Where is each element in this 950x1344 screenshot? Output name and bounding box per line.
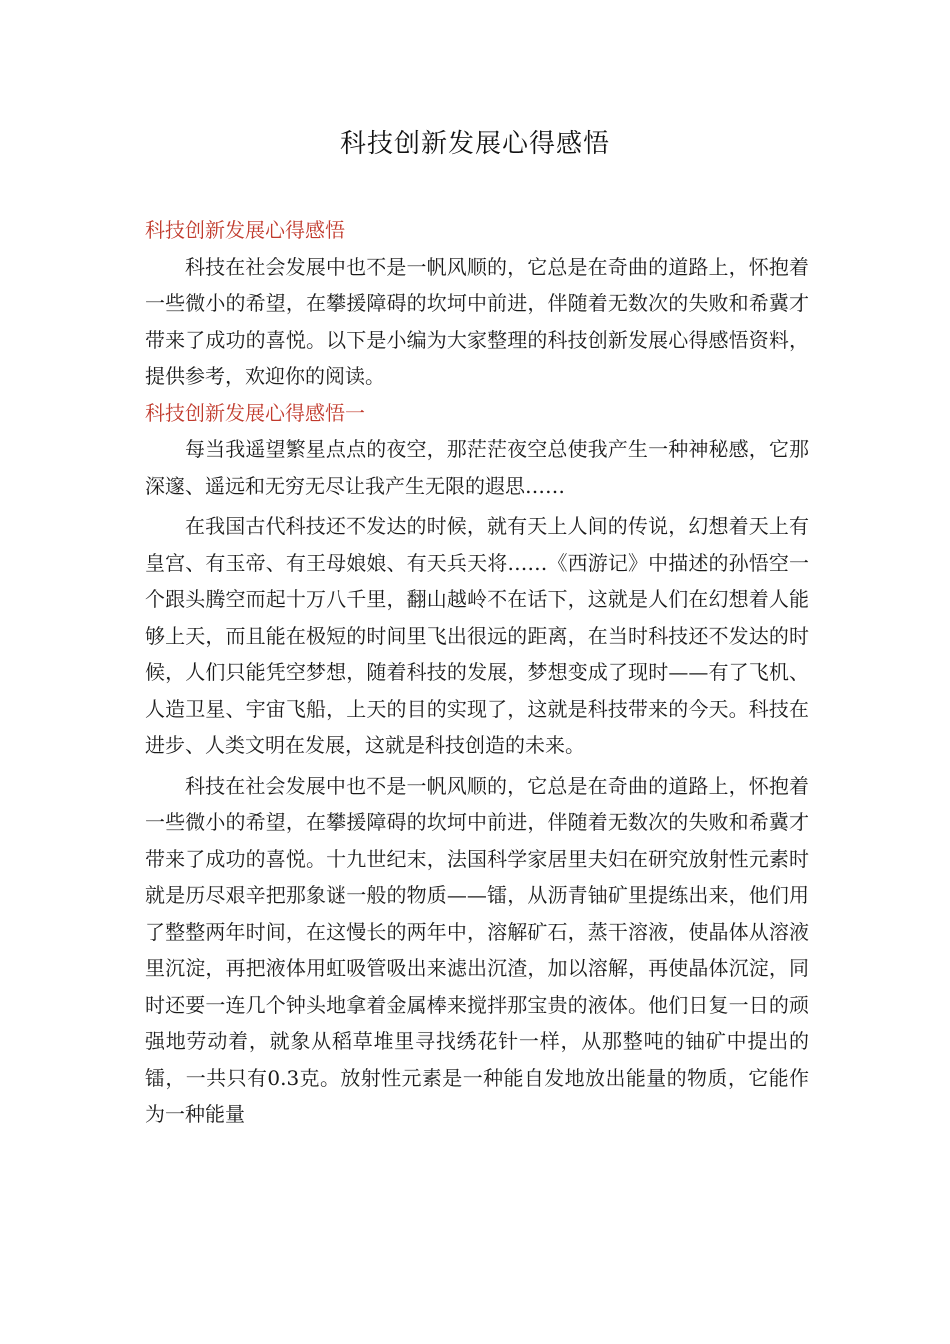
body-paragraph: 在我国古代科技还不发达的时候，就有天上人间的传说，幻想着天上有皇宫、有玉帝、有王母娘娘、有天兵天将……《西游记》中描述的孙悟空一个跟头腾空而起十万八千里，翻山越岭不在话下，这就是人们在幻想着人能够上天，而且能在极短的时间里飞出很远的距离，在当时科技还不发达的时候，人们只能凭空梦想，随着科技的发展，梦想变成了现时——有了飞机、人造卫星、宇宙飞船，上天的目的实现了，这就是科技带来的今天。科技在进步、人类文明在发展，这就是科技创造的未来。 bbox=[145, 514, 809, 757]
body-paragraph: 科技在社会发展中也不是一帆风顺的，它总是在奇曲的道路上，怀抱着一些微小的希望，在攀援障碍的坎坷中前进，伴随着无数次的失败和希冀才带来了成功的喜悦。十九世纪末，法国科学家居里夫妇在研究放射性元素时就是历尽艰辛把那象谜一般的物质——镭，从沥青铀矿里提练出来，他们用了整整两年时间，在这慢长的两年中，溶解矿石，蒸干溶液，使晶体从溶液里沉淀，再把液体用虹吸管吸出来滤出沉渣，加以溶解，再使晶体沉淀，同时还要一连几个钟头地拿着金属棒来搅拌那宝贵的液体。他们日复一日的顽强地劳动着，就象从稻草堆里寻找绣花针一样，从那整吨的铀矿中提出的镭，一共只有0.3克。放射性元素是一种能自发地放出能量的物质，它能作为一种能量 bbox=[145, 773, 809, 1126]
section-heading: 科技创新发展心得感悟 bbox=[145, 218, 345, 242]
document-body bbox=[145, 212, 809, 1133]
document-title: 科技创新发展心得感悟 bbox=[339, 129, 610, 159]
part-one-heading: 科技创新发展心得感悟一 bbox=[145, 400, 365, 425]
intro-paragraph: 科技在社会发展中也不是一帆风顺的，它总是在奇曲的道路上，怀抱着一些微小的希望，在攀援障碍的坎坷中前进，伴随着无数次的失败和希冀才带来了成功的喜悦。以下是小编为大家整理的科技创新发展心得感悟资料，提供参考，欢迎你的阅读。 bbox=[145, 254, 809, 388]
body-paragraph: 每当我遥望繁星点点的夜空，那茫茫夜空总使我产生一种神秘感，它那深邃、遥远和无穷无尽让我产生无限的遐思…… bbox=[145, 437, 809, 498]
